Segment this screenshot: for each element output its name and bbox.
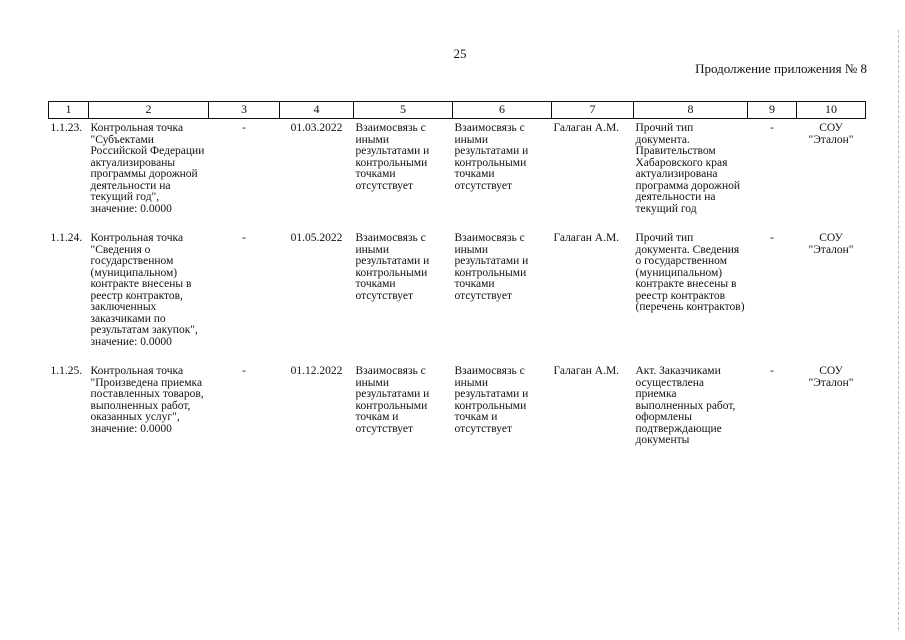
row-number: 1.1.23. [50,122,83,134]
control-point-name: Контрольная точка "Сведения о государственном (муниципальном) контракте внесены в реестр контрактов, заключенных заказчиками по результатам закупок", значение: 0.0000 [90,232,198,348]
relation-text-1: Взаимосвязь с иными результатами и контрольными точками отсутствует [355,122,430,192]
column-3-value: - [242,122,246,134]
info-system: СОУ "Эталон" [808,122,854,146]
column-header: 6 [453,102,552,119]
column-header: 2 [89,102,209,119]
document-description: Прочий тип документа. Правительством Хабаровского края актуализирована программа дорожной деятельности на текущий год [635,122,740,215]
appendix-continuation-label: Продолжение приложения № 8 [695,61,867,76]
column-header: 4 [280,102,354,119]
column-header: 5 [354,102,453,119]
column-number-row [49,102,866,119]
row-number: 1.1.24. [50,232,83,244]
responsible-person: Галаган А.М. [553,232,620,244]
table-row [49,229,866,362]
column-9-value: - [770,232,774,244]
info-system: СОУ "Эталон" [808,232,854,256]
table-row [49,362,866,461]
relation-text-2: Взаимосвязь с иными результатами и контрольными точками отсутствует [454,232,529,302]
column-header: 8 [634,102,748,119]
relation-text-1: Взаимосвязь с иными результатами и контрольными точкам и отсутствует [355,365,430,435]
due-date: 01.05.2022 [290,232,343,244]
relation-text-2: Взаимосвязь с иными результатами и контрольными точками отсутствует [454,122,529,192]
column-header: 10 [797,102,866,119]
table-row [49,119,866,230]
column-header: 7 [552,102,634,119]
relation-text-2: Взаимосвязь с иными результатами и контрольными точкам и отсутствует [454,365,529,435]
control-point-name: Контрольная точка "Субъектами Российской Федерации актуализированы программы дорожной деятельности на текущий год", значение: 0.0000 [90,122,205,215]
page-number: 25 [453,46,467,61]
scan-edge-line [897,30,899,630]
column-header: 1 [49,102,89,119]
column-3-value: - [242,365,246,377]
due-date: 01.03.2022 [290,122,343,134]
row-number: 1.1.25. [50,365,83,377]
responsible-person: Галаган А.М. [553,365,620,377]
document-description: Прочий тип документа. Сведения о государственном (муниципальном) контракте внесены в реестр контрактов (перечень контрактов) [635,232,745,313]
responsible-person: Галаган А.М. [553,122,620,134]
document-description: Акт. Заказчиками осуществлена приемка выполненных работ, оформлены подтверждающие документы [635,365,736,446]
due-date: 01.12.2022 [290,365,343,377]
appendix-table [48,101,866,461]
column-9-value: - [770,365,774,377]
control-point-name: Контрольная точка "Произведена приемка поставленных товаров, выполненных работ, оказанных услуг", значение: 0.0000 [90,365,204,435]
relation-text-1: Взаимосвязь с иными результатами и контрольными точками отсутствует [355,232,430,302]
column-9-value: - [770,122,774,134]
column-header: 9 [748,102,797,119]
column-3-value: - [242,232,246,244]
info-system: СОУ "Эталон" [808,365,854,389]
column-header: 3 [209,102,280,119]
